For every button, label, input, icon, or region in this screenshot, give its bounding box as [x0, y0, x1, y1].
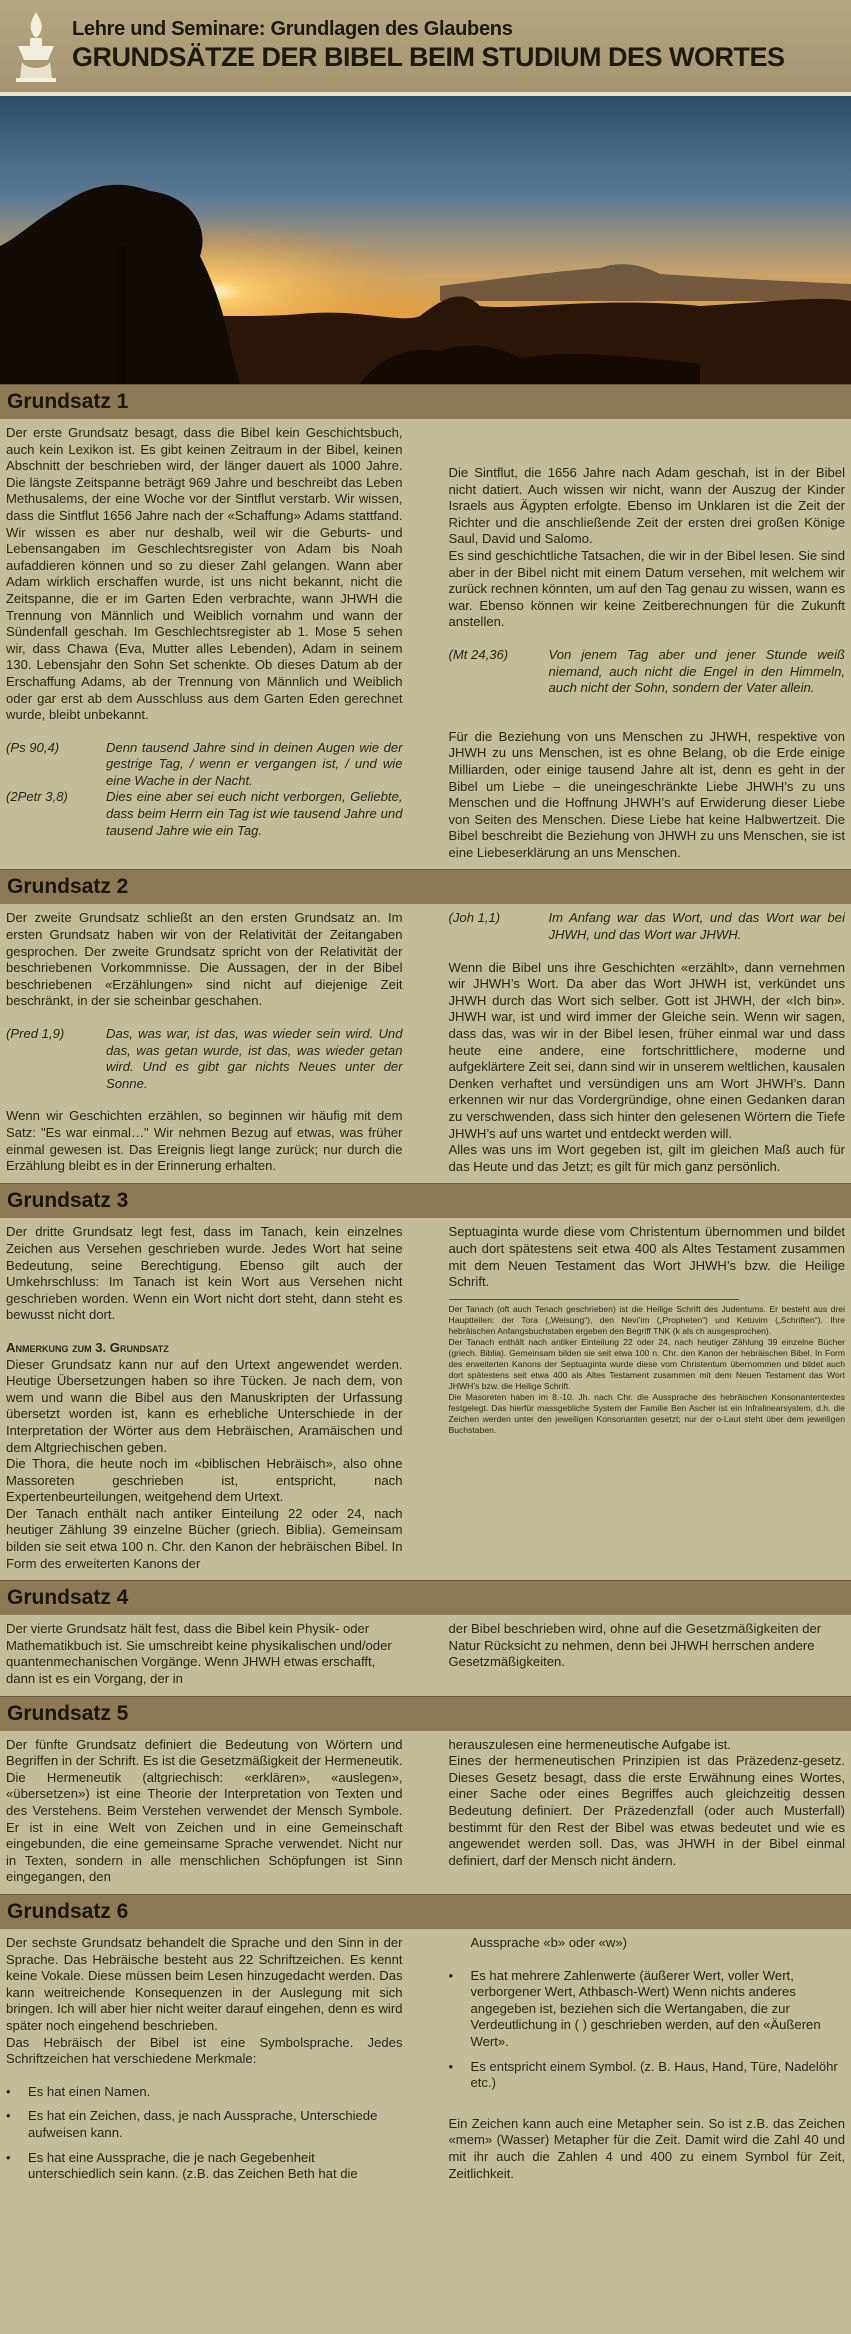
list-item: • Es entspricht einem Symbol. (z. B. Haus, Hand, Türe, Nadelöhr etc.): [449, 2059, 846, 2092]
section-5-right: [449, 1737, 846, 1886]
section-5-body: [0, 1731, 851, 1894]
bible-quote: [6, 740, 403, 790]
sunset-hero-image: [0, 96, 851, 384]
section-5-title: Grundsatz 5: [0, 1696, 851, 1731]
quote-text: Dies eine aber sei euch nicht verborgen, Geliebte, dass beim Herrn ein Tag ist wie tausend Jahre und tausend Jahre wie ein Tag.: [106, 789, 403, 838]
paragraph: herauszulesen eine hermeneutische Aufgabe ist.: [448, 1736, 731, 1752]
section-6-title: Grundsatz 6: [0, 1894, 851, 1929]
bible-quote: [449, 910, 846, 943]
section-4-body: [0, 1615, 851, 1695]
quote-reference: (Ps 90,4): [6, 739, 60, 755]
bible-quote: [6, 789, 403, 839]
paragraph: Der erste Grundsatz besagt, dass die Bibel kein Geschichtsbuch, auch kein Lexikon ist. Es gibt keinen Zeitraum in der Bibel, keinen Abschnitt der beschrieben wird, der länger dauert als 1000 Jahre. Die längste Zeitspanne beträgt 969 Jahre und beschreibt das Leben Methusalems, der eine Woche vor der Sintflut verstarb. Wir wissen, dass die Sintflut 1656 Jahre nach der «Schaffung» Adams stattfand. Wir wissen es aber nur deshalb, weil wir die Geburts- und Lebensangaben im Geschlechtsregister von Adam bis Noah aufaddieren können und so zu dieser Zahl gelangen. Wann aber Adam wirklich erschaffen wurde, ist uns nicht bekannt, nicht die Zeitspanne, die er im Garten Eden verbrachte, wann JHWH die Trennung von Männlich und Weiblich vornahm und wann der Sündenfall geschah. Im Geschlechtsregister ab 1. Mose 5 sehen wir, dass Chawa (Eva, Mutter alles Lebenden), Adam in seinem 130. Lebensjahr den Sohn Set schenkte. Ob dieses Datum ab der Erschaffung Adams, ab der Trennung von Männlich und Weiblich oder gar erst ab dem Ausschluss aus dem Garten Eden gerechnet wurde, bleibt unbekannt.: [6, 425, 403, 723]
section-3-right: [449, 1224, 846, 1572]
section-2-left: [6, 910, 403, 1175]
paragraph: Der vierte Grundsatz hält fest, dass die Bibel kein Physik- oder Mathematikbuch ist. Sie umschreibt keine physikalischen und/oder quantenmechanischen Vorgänge. Wenn JHWH etwas erschafft, dann ist es ein Vorgang, der in: [6, 1621, 392, 1687]
section-4-title: Grundsatz 4: [0, 1580, 851, 1615]
footnote: Der Tanach enthält nach antiker Einteilung 22 oder 24, nach heutiger Zählung 39 einzelne Bücher (griech. Biblia). Gemeinsam bilden sie seit etwa 100 n. Chr. den Kanon der hebräischen Bibel. In Form des erweiterten Kanons der Septuaginta wurde diese vom Christentum übernommen und bildet auch dort spätestens seit etwa 400 als Altes Testament zusammen mit dem Neuen Testament das Wort JHWH’s bzw. die Heilige Schrift.: [448, 1336, 845, 1391]
header-subtitle: Lehre und Seminare: Grundlagen des Glaubens: [72, 18, 513, 40]
section-4-left: [6, 1621, 403, 1687]
quote-reference: (Pred 1,9): [6, 1026, 65, 1042]
paragraph: der Bibel beschrieben wird, ohne auf die Gesetzmäßigkeiten der Natur Rücksicht zu nehmen, denn bei JHWH herrschen andere Gesetzmäßigkeiten.: [448, 1621, 822, 1670]
quote-text: Von jenem Tag aber und jener Stunde weiß niemand, auch nicht die Engel in den Himmeln, auch nicht der Sohn, sondern der Vater allein.: [548, 646, 845, 696]
section-3-body: [0, 1218, 851, 1580]
list-item: • Es hat ein Zeichen, dass, je nach Aussprache, Unterschiede aufweisen kann.: [6, 2108, 403, 2141]
paragraph: Der fünfte Grundsatz definiert die Bedeutung von Wörtern und Begriffen in der Schrift. Es ist die Gesetzmäßigkeit der Hermeneutik. Die Hermeneutik (altgriechisch: «erklären», «auslegen», «übersetzen») ist eine Theorie der Interpretation von Texten und des Verstehens. Beim Verstehen verwendet der Mensch Symbole. Er ist in eine Welt von Zeichen und in eine Gemeinschaft eingebunden, die eine gemeinsame Sprache verwendet. Nicht nur in Texten, sondern in alle menschlichen Schöpfungen ist Sinn eingegangen, den: [6, 1736, 403, 1885]
list-continuation: Aussprache «b» oder «w»): [470, 1934, 627, 1950]
paragraph: Wenn die Bibel uns ihre Geschichten «erzählt», dann vernehmen wir JHWH’s Wort. Da aber das Wort JHWH ist, verkündet uns JHWH durch das Wort sich selber. Gott ist JHWH, der «Ich bin». JHWH war, ist und wird immer der Gleiche sein. Wenn wir sagen, dass das, was wir in der Bibel lesen, früher einmal war und dass heute eine andere, eine fortschrittlichere, moderne und aufgeklärtere Zeit sei, dann sind wir in unserem weltlichen, kausalen Denken verhaftet und versündigen uns am Wort JHWH’s. Dann erkennen wir nur das Vordergründige, ohne einen Gedanken daran zu verschwenden, dass sich hinter den gelesenen Wörtern die Tiefe JHWH’s auf uns wartet und entdeckt werden will.: [448, 959, 845, 1141]
quote-text: Im Anfang war das Wort, und das Wort war bei JHWH, und das Wort war JHWH.: [548, 910, 845, 943]
lamp-logo-icon: [12, 8, 60, 84]
paragraph: Der sechste Grundsatz behandelt die Sprache und den Sinn in der Sprache. Das Hebräische besteht aus 22 Schriftzeichen. Es kennt keine Vokale. Diese müssen beim Lesen hinzugedacht werden. Das kann weitreichende Konsequenzen in der Auslegung mit sich bringen. Ich will aber hier nicht weiter darauf eingehen, denn es wird später noch eingehend beschrieben.: [6, 1934, 403, 2033]
page-header: [0, 0, 851, 96]
paragraph: Dieser Grundsatz kann nur auf den Urtext angewendet werden. Heutige Übersetzungen haben so ihre Tücken. Je nach dem, von wem und wann die Bibel aus den Manuskripten der Urfassung übersetzt worden ist, kann es erhebliche Unterschiede in der Interpretation der Wörter aus dem Hebräischen, Aramäischen und dem Altgriechischen geben.: [6, 1356, 403, 1455]
paragraph: Der Tanach enthält nach antiker Einteilung 22 oder 24, nach heutiger Zählung 39 einzelne Bücher (griech. Biblia). Gemeinsam bilden sie seit etwa 100 n. Chr. den Kanon der hebräischen Bibel. In Form des erweiterten Kanons der: [6, 1505, 403, 1571]
bible-quote: [6, 1026, 403, 1092]
paragraph: Für die Beziehung von uns Menschen zu JHWH, respektive von JHWH zu uns Menschen, ist es ohne Belang, ob die Erde einige Milliarden, oder einige tausend Jahre alt ist, denn es geht in der Bibel um Liebe – die uneingeschränkte Liebe JHWH’s zu uns Menschen und die Hoffnung JHWH’s auf Erwiderung dieser Liebe von Seiten des Menschen. Diese Liebe hat keine Halbwertzeit. Die Bibel beschreibt die Beziehung von JHWH zu uns Menschen, sie ist eine Liebeserklärung an uns Menschen.: [448, 728, 845, 860]
paragraph: Der zweite Grundsatz schließt an den ersten Grundsatz an. Im ersten Grundsatz haben wir von der Relativität der Zeitangaben gesprochen. Der zweite Grundsatz spricht von der Relativität der beschriebenen Vorkommnisse. Die Aussagen, der in der Bibel beschriebenen «Erzählungen» sind nicht auf diejenige Zeit beschränkt, in der sie scheinbar geschahen.: [6, 910, 403, 1009]
paragraph: Die Sintflut, die 1656 Jahre nach Adam geschah, ist in der Bibel nicht datiert. Auch wissen wir nicht, wann der Auszug der Kinder Israels aus Ägypten erfolgte. Ebenso im Unklaren ist die Zeit der Richter und die anschließende Zeit der ersten drei großen Könige Saul, David und Salomo.: [448, 465, 845, 547]
feature-list: [6, 2084, 403, 2183]
section-6-body: [0, 1929, 851, 2199]
paragraph: Die Thora, die heute noch im «biblischen Hebräisch», also ohne Massoreten geschrieben ist, entspricht, nach Expertenbeurteilungen, weitgehend dem Urtext.: [6, 1456, 403, 1505]
section-1-body: [0, 419, 851, 869]
quote-reference: (Joh 1,1): [448, 910, 501, 926]
section-4-right: [449, 1621, 846, 1687]
paragraph: Das Hebräisch der Bibel ist eine Symbolsprache. Jedes Schriftzeichen hat verschiedene Merkmale:: [6, 2034, 403, 2067]
feature-list: [449, 1968, 846, 2092]
section-1-title: Grundsatz 1: [0, 384, 851, 419]
paragraph: Wenn wir Geschichten erzählen, so beginnen wir häufig mit dem Satz: "Es war einmal…" Wir nehmen Bezug auf etwas, was früher einmal gewesen ist. Das Ereignis liegt lange zurück; nur durch die Erzählung bleibt es in der Erinnerung erhalten.: [6, 1108, 403, 1174]
paragraph: Eines der hermeneutischen Prinzipien ist das Präzedenz-gesetz. Dieses Gesetz besagt, dass die erste Erwähnung eines Wortes, einer Sache oder eines Begriffes auch gleichzeitig dessen Bedeutung definiert. Der Präzedenzfall (oder auch Musterfall) bestimmt für den Rest der Bibel was etwas bedeutet und wie es angewendet werden soll. Das, was JHWH in der Bibel einmal definiert, darf der Mensch nicht ändern.: [448, 1753, 845, 1868]
quote-text: Denn tausend Jahre sind in deinen Augen wie der gestrige Tag, / wenn er vergangen ist, / und wie eine Wache in der Nacht.: [106, 739, 403, 788]
remark-heading: Anmerkung zum 3. Grundsatz: [6, 1339, 169, 1355]
footnote: Der Tanach (oft auch Tenach geschrieben) ist die Heilige Schrift des Judentums. Er besteht aus drei Hauptteilen: der Tora („Weisung“), den Nevi’im („Propheten“) und Ketuvim („Schriften“). Ihre hebräischen Anfangsbuchstaben ergeben den Begriff TNK (k als ch ausgesprochen).: [448, 1303, 845, 1336]
quote-reference: (2Petr 3,8): [6, 789, 68, 805]
footnote-divider: [449, 1299, 739, 1300]
section-6-left: [6, 1935, 403, 2191]
section-5-left: [6, 1737, 403, 1886]
list-item: • Es hat mehrere Zahlenwerte (äußerer Wert, voller Wert, verborgener Wert, Athbasch-Wert) Wenn nichts anderes angegeben ist, beziehen sich die Wertangaben, die zur Verdeutlichung in ( ) geschrieben werden, auf den «Äußeren Wert».: [449, 1968, 846, 2051]
quote-reference: (Mt 24,36): [448, 646, 509, 662]
quote-text: Das, was war, ist das, was wieder sein wird. Und das, was getan wurde, ist das, was wieder getan wird. Und es gibt gar nichts Neues unter der Sonne.: [106, 1026, 403, 1091]
section-2-title: Grundsatz 2: [0, 869, 851, 904]
paragraph: Ein Zeichen kann auch eine Metapher sein. So ist z.B. das Zeichen «mem» (Wasser) Metapher für die Zeit. Damit wird die Zahl 40 und mit ihr auch die Zahlen 4 und 400 zu einem Symbol für Zeit, Zeitlichkeit.: [448, 2115, 845, 2181]
section-1-right: [449, 425, 846, 861]
header-title: GRUNDSÄTZE DER BIBEL BEIM STUDIUM DES WORTES: [72, 42, 785, 72]
list-item: • Es hat eine Aussprache, die je nach Gegebenheit unterschiedlich sein kann. (z.B. das Zeichen Beth hat die: [6, 2150, 403, 2183]
bible-quote: [449, 647, 846, 697]
footnote: Die Masoreten haben im 8.-10. Jh. nach Chr. die Aussprache des hebräischen Konsonantentextes festgelegt. Das hierfür massgebliche System der Familie Ben Ascher ist ein Infralinearsystem, d.h. die Zeichen werden unter den jeweiligen Konsonanten gesetzt; nur der o-Laut steht über dem jeweiligen Buchstaben.: [448, 1391, 845, 1435]
paragraph: Es sind geschichtliche Tatsachen, die wir in der Bibel lesen. Sie sind aber in der Bibel nicht mit einem Datum versehen, mit welchem wir zurück rechnen könnten, um auf den Tag genau zu wissen, wann es war. Ebenso können wir keine Zeitberechnungen für die Zukunft anstellen.: [448, 547, 845, 630]
section-2-body: [0, 904, 851, 1183]
section-6-right: [449, 1935, 846, 2191]
section-1-left: [6, 425, 403, 861]
paragraph: Septuaginta wurde diese vom Christentum übernommen und bildet auch dort spätestens seit etwa 400 als Altes Testament zusammen mit dem Neuen Testament das Wort JHWH’s bzw. die Heilige Schrift.: [448, 1224, 845, 1290]
list-item: • Es hat einen Namen.: [6, 2084, 403, 2101]
section-3-left: [6, 1224, 403, 1572]
section-3-title: Grundsatz 3: [0, 1183, 851, 1218]
section-2-right: [449, 910, 846, 1175]
paragraph: Der dritte Grundsatz legt fest, dass im Tanach, kein einzelnes Zeichen aus Versehen geschrieben wurde. Jedes Wort hat seine Bedeutung, seine Berechtigung. Ebenso gilt auch der Umkehrschluss: Im Tanach ist kein Wort aus Versehen nicht geschrieben worden. Wenn ein Wort nicht dort steht, dann steht es bewusst nicht dort.: [6, 1224, 403, 1323]
paragraph: Alles was uns im Wort gegeben ist, gilt im gleichen Maß auch für das Heute und das Jetzt; es gilt für mich ganz persönlich.: [448, 1142, 845, 1174]
